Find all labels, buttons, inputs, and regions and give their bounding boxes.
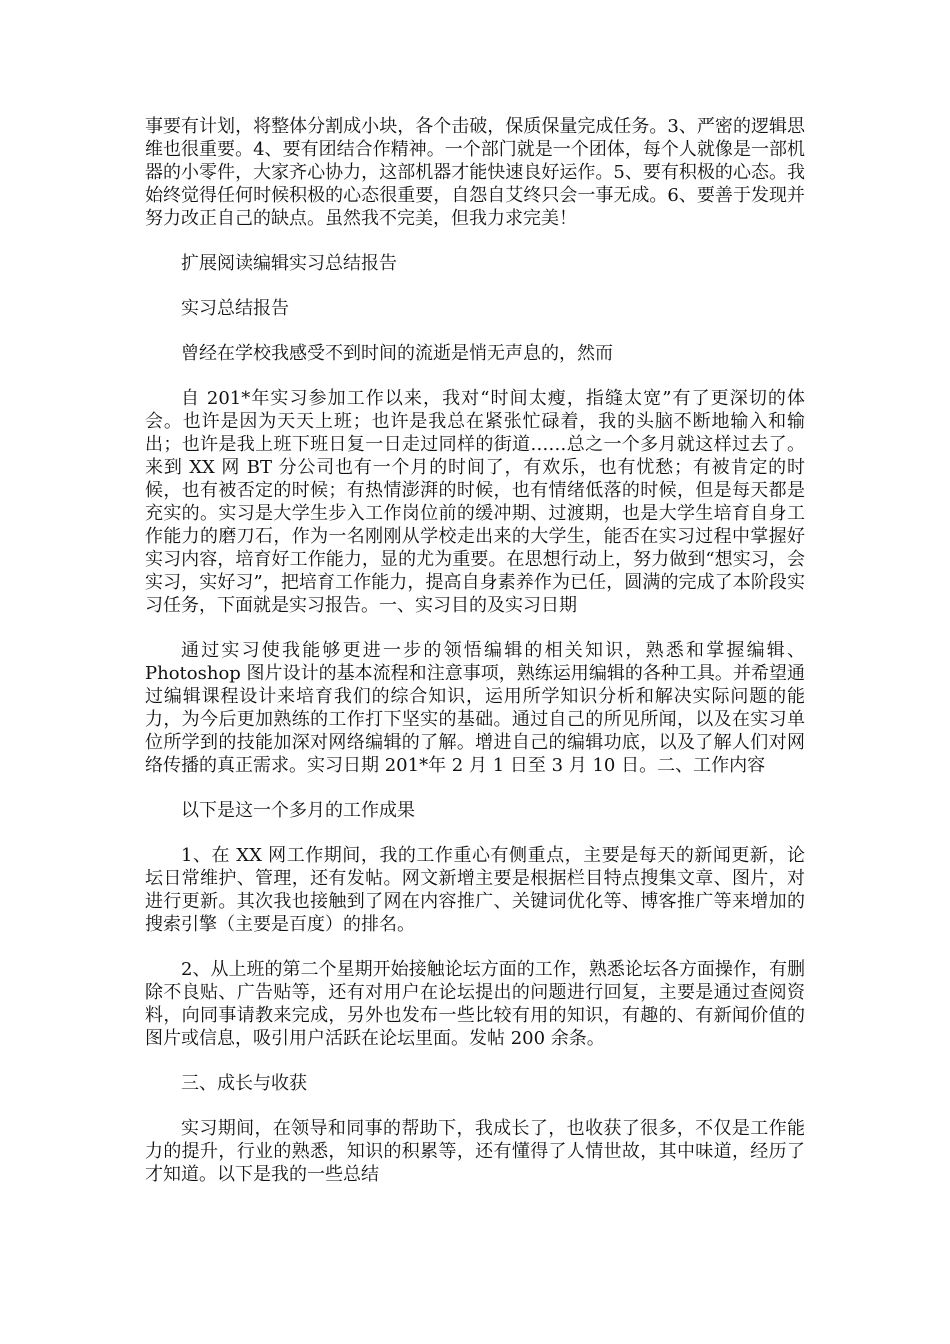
heading-extended-reading: 扩展阅读编辑实习总结报告 xyxy=(181,253,397,274)
paragraph-intro: 曾经在学校我感受不到时间的流逝是悄无声息的，然而 xyxy=(181,343,613,364)
document-page xyxy=(145,115,805,1208)
paragraph-continuation: 事要有计划，将整体分割成小块，各个击破，保质保量完成任务。3、严密的逻辑思维也很重要。4、要有团结合作精神。一个部门就是一个团体，每个人就像是一部机器的小零件，大家齐心协力，这部机器才能快速良好运作。5、要有积极的心态。我始终觉得任何时候积极的心态很重要，自怨自艾终只会一事无成。6、要善于发现并努力改正自己的缺点。虽然我不完美，但我力求完美！ xyxy=(145,116,805,229)
paragraph-internship-experience: 自 201*年实习参加工作以来，我对“时间太瘦，指缝太宽”有了更深切的体会。也许是因为天天上班；也许是我总在紧张忙碌着，我的头脑不断地输入和输出；也许是我上班下班日复一日走过同样的街道……总之一个多月就这样过去了。来到 XX 网 BT 分公司也有一个月的时间了，有欢乐，也有忧愁；有被肯定的时候，也有被否定的时候；有热情澎湃的时候，也有情绪低落的时候，但是每天都是充实的。实习是大学生步入工作岗位前的缓冲期、过渡期，也是大学生培育自身工作能力的磨刀石，作为一名刚刚从学校走出来的大学生，能否在实习过程中掌握好实习内容，培育好工作能力，显的尤为重要。在思想行动上，努力做到“想实习，会实习，实好习”，把培育工作能力，提高自身素养作为已任，圆满的完成了本阶段实习任务，下面就是实习报告。一、实习目的及实习日期 xyxy=(145,388,805,616)
heading-growth-and-gains: 三、成长与收获 xyxy=(181,1073,307,1094)
paragraph-internship-purpose: 通过实习使我能够更进一步的领悟编辑的相关知识，熟悉和掌握编辑、Photoshop 图片设计的基本流程和注意事项，熟练运用编辑的各种工具。并希望通过编辑课程设计来培育我们的综合知识，运用所学知识分析和解决实际问题的能力，为今后更加熟练的工作打下坚实的基础。通过自己的所见所闻，以及在实习单位所学到的技能加深对网络编辑的了解。增进自己的编辑功底，以及了解人们对网络传播的真正需求。实习日期 201*年 2 月 1 日至 3 月 10 日。二、工作内容 xyxy=(145,640,805,776)
paragraph-work-item-1: 1、在 XX 网工作期间，我的工作重心有侧重点，主要是每天的新闻更新，论坛日常维护、管理，还有发帖。网文新增主要是根据栏目特点搜集文章、图片，对进行更新。其次我也接触到了网在内容推广、关键词优化等、博客推广等来增加的搜索引擎（主要是百度）的排名。 xyxy=(145,845,805,935)
paragraph-growth: 实习期间，在领导和同事的帮助下，我成长了，也收获了很多，不仅是工作能力的提升，行业的熟悉，知识的积累等，还有懂得了人情世故，其中味道，经历了才知道。以下是我的一些总结 xyxy=(145,1118,805,1185)
heading-report-title: 实习总结报告 xyxy=(181,298,289,319)
paragraph-work-results-heading: 以下是这一个多月的工作成果 xyxy=(181,800,415,821)
paragraph-work-item-2: 2、从上班的第二个星期开始接触论坛方面的工作，熟悉论坛各方面操作，有删除不良贴、广告贴等，还有对用户在论坛提出的问题进行回复，主要是通过查阅资料，向同事请教来完成，另外也发布一些比较有用的知识，有趣的、有新闻价值的图片或信息，吸引用户活跃在论坛里面。发帖 200 余条。 xyxy=(145,959,805,1049)
